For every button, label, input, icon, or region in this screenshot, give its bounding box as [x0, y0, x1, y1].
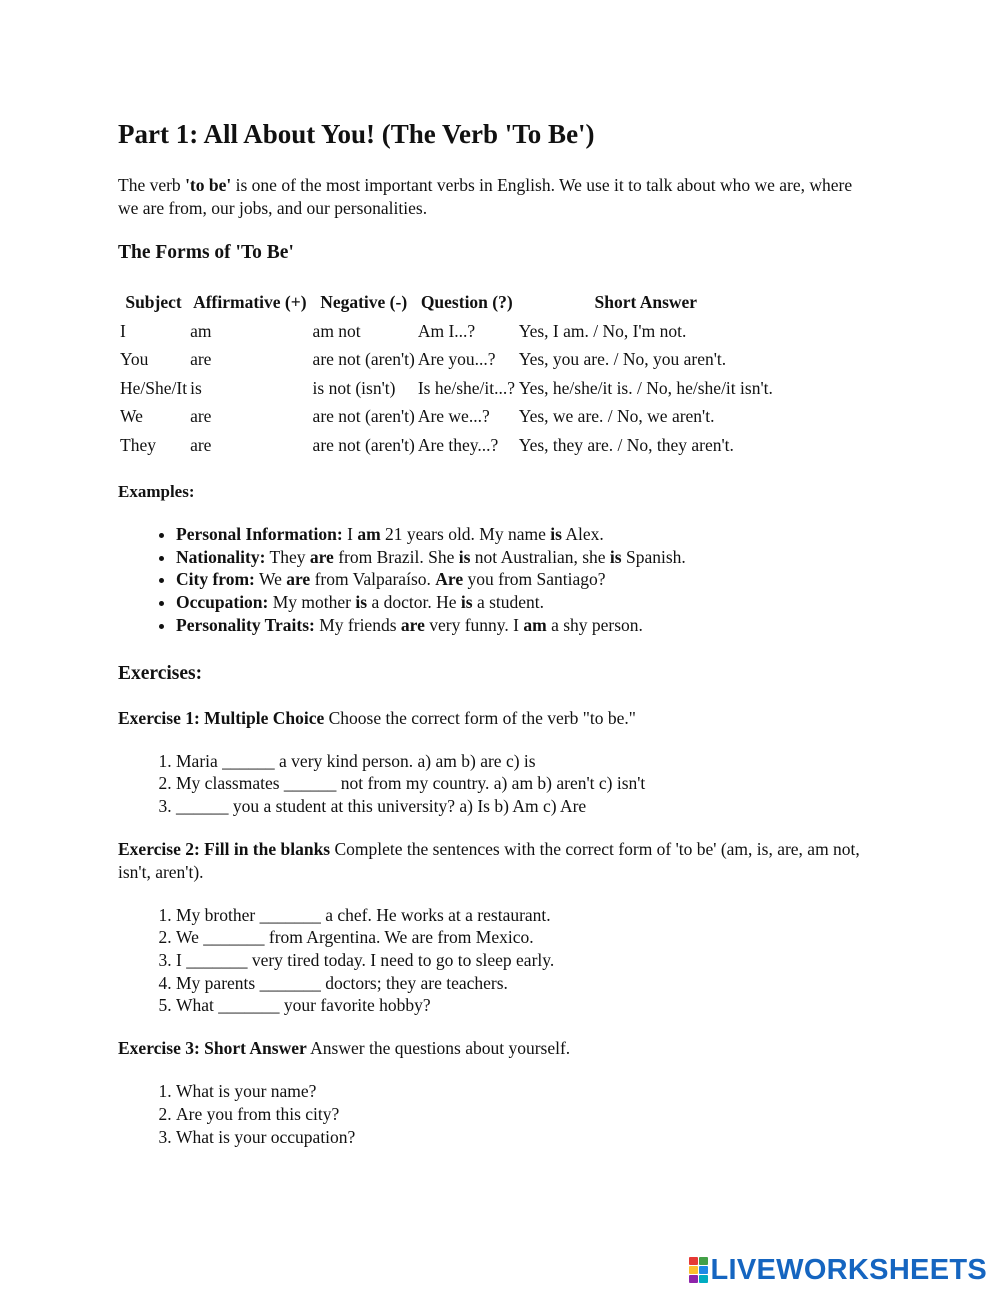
table-cell: Yes, I am. / No, I'm not.: [518, 320, 687, 341]
logo-square: [689, 1275, 698, 1283]
list-item: • Occupation: My mother is a doctor. He is a student.: [176, 591, 868, 614]
exercise-2-list: [118, 904, 868, 1018]
forms-heading: The Forms of 'To Be': [118, 242, 294, 263]
worksheet: [118, 115, 868, 1148]
table-cell: are not (aren't): [312, 349, 415, 370]
forms-table: [117, 288, 776, 460]
table-cell: are: [190, 406, 212, 427]
exercise-3-intro: Exercise 3: Short Answer Answer the questions about yourself.: [118, 1038, 571, 1059]
logo-square: [699, 1266, 708, 1274]
list-item: • Nationality: They are from Brazil. She is not Australian, she is Spanish.: [176, 546, 868, 569]
table-cell: Yes, you are. / No, you aren't.: [518, 349, 727, 370]
list-item: 3. ______ you a student at this university? a) Is b) Am c) Are: [176, 795, 868, 818]
liveworksheets-logo-icon: [689, 1257, 708, 1283]
table-cell: They: [120, 434, 156, 455]
list-item: 1. What is your name?: [176, 1080, 868, 1103]
exercise-1-list: [118, 750, 868, 818]
table-cell: are not (aren't): [312, 434, 415, 455]
list-item: 1. Maria ______ a very kind person. a) am b) are c) is: [176, 750, 868, 773]
list-item: 4. My parents _______ doctors; they are teachers.: [176, 972, 868, 995]
list-item: 2. We _______ from Argentina. We are from Mexico.: [176, 926, 868, 949]
table-header: Negative (-): [320, 292, 408, 313]
list-item: • Personality Traits: My friends are very funny. I am a shy person.: [176, 614, 868, 637]
table-header: Affirmative (+): [193, 292, 307, 313]
table-row: [120, 432, 773, 460]
logo-square: [689, 1257, 698, 1265]
table-cell: Am I...?: [417, 320, 476, 341]
logo-square: [689, 1266, 698, 1274]
liveworksheets-logo[interactable]: [689, 1253, 988, 1287]
table-cell: Is he/she/it...?: [417, 377, 516, 398]
table-cell: is: [190, 377, 202, 398]
table-cell: am: [190, 320, 212, 341]
list-item: • City from: We are from Valparaíso. Are you from Santiago?: [176, 568, 868, 591]
table-cell: am not: [312, 320, 361, 341]
table-cell: I: [120, 320, 126, 341]
logo-square: [699, 1257, 708, 1265]
examples-label: Examples:: [118, 482, 195, 501]
table-row: [120, 318, 773, 346]
exercise-1-intro: Exercise 1: Multiple Choice Choose the correct form of the verb "to be.": [118, 707, 636, 728]
list-item: 5. What _______ your favorite hobby?: [176, 994, 868, 1017]
table-cell: are: [190, 434, 212, 455]
table-cell: are not (aren't): [312, 406, 415, 427]
table-cell: Are they...?: [417, 434, 499, 455]
list-item: 3. What is your occupation?: [176, 1126, 868, 1149]
list-item: 2. My classmates ______ not from my country. a) am b) aren't c) isn't: [176, 772, 868, 795]
table-cell: We: [120, 406, 143, 427]
table-row: [120, 346, 773, 374]
table-cell: Yes, they are. / No, they aren't.: [518, 434, 734, 455]
logo-text: LIVEWORKSHEETS: [710, 1253, 987, 1286]
table-cell: Yes, we are. / No, we aren't.: [518, 406, 715, 427]
exercises-heading: Exercises:: [118, 662, 203, 684]
exercise-3-list: [118, 1080, 868, 1148]
table-header: Short Answer: [594, 292, 698, 313]
table-cell: Are you...?: [417, 349, 496, 370]
table-cell: Are we...?: [417, 406, 490, 427]
table-cell: He/She/It: [120, 377, 188, 398]
examples-list: [118, 523, 868, 637]
table-row: [120, 375, 773, 403]
table-cell: You: [120, 349, 149, 370]
logo-square: [699, 1275, 708, 1283]
table-header: Subject: [125, 292, 182, 313]
table-header: Question (?): [420, 292, 513, 313]
table-row: [120, 403, 773, 431]
list-item: 3. I _______ very tired today. I need to go to sleep early.: [176, 949, 868, 972]
table-cell: Yes, he/she/it is. / No, he/she/it isn't.: [518, 377, 773, 398]
table-cell: are: [190, 349, 212, 370]
list-item: 1. My brother _______ a chef. He works at a restaurant.: [176, 904, 868, 927]
page-title: Part 1: All About You! (The Verb 'To Be'): [118, 119, 595, 149]
table-cell: is not (isn't): [312, 377, 396, 398]
intro-paragraph: The verb 'to be' is one of the most important verbs in English. We use it to talk about who we are, where we are from, our jobs, and our personalities.: [118, 175, 853, 218]
exercise-2-intro: Exercise 2: Fill in the blanks Complete the sentences with the correct form of 'to be' (am, is, are, am not, isn't, aren't).: [118, 838, 860, 882]
list-item: • Personal Information: I am 21 years old. My name is Alex.: [176, 523, 868, 546]
list-item: 2. Are you from this city?: [176, 1103, 868, 1126]
table-header-row: [120, 289, 773, 317]
